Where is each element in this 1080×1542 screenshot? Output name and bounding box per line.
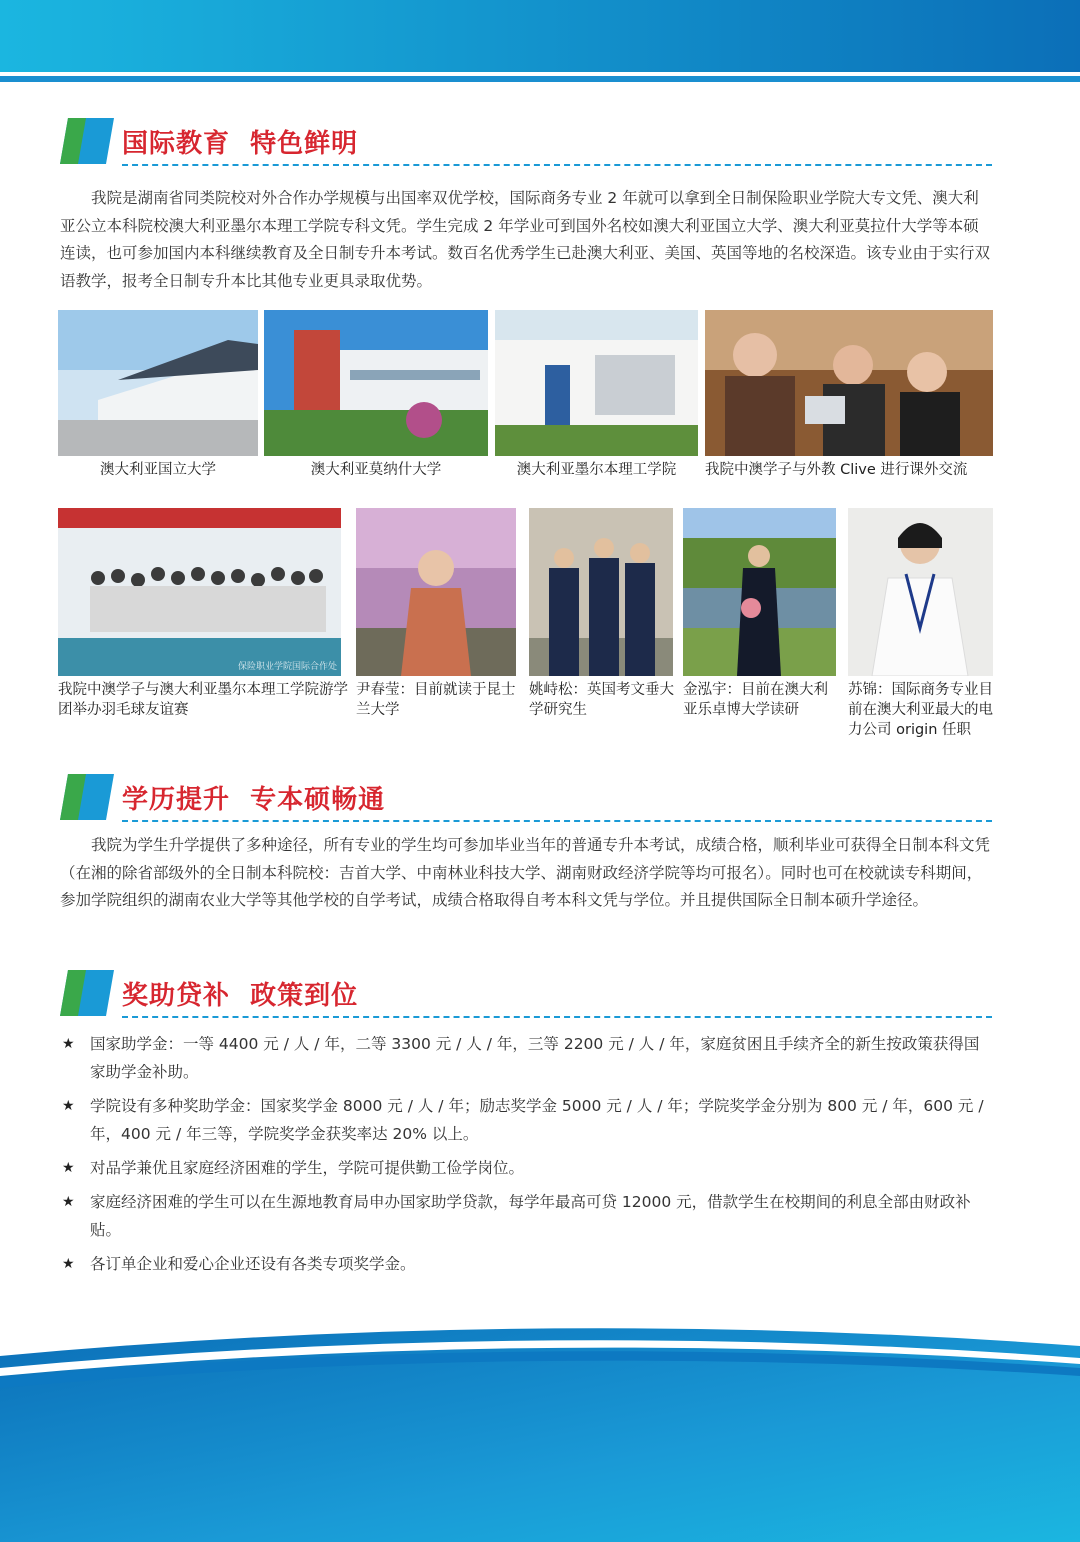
yao-zhisong-photo [529,508,673,676]
section-header-financial-aid [60,970,992,1018]
photo-caption: 金泓宇：目前在澳大利亚乐卓博大学读研 [683,682,828,718]
star-bullet-icon: ★ [62,1036,75,1052]
dashed-divider [122,820,992,822]
section-header-international [60,118,992,166]
monash-photo [264,310,488,456]
dashed-divider [122,164,992,166]
star-bullet-icon: ★ [62,1098,75,1114]
photo-caption: 澳大利亚国立大学 [100,462,216,478]
dashed-divider [122,1016,992,1018]
badminton-group-photo [58,508,341,676]
list-item-text: 学院设有多种奖助学金：国家奖学金 8000 元 / 人 / 年；励志奖学金 5000 元 / 人 / 年；学院奖学金分别为 800 元 / 年，600 元 / 年，400 元 / 年三等，学院奖学金获奖率达 20% 以上。 [90,1097,984,1143]
list-item-text: 家庭经济困难的学生可以在生源地教育局申办国家助学贷款，每学年最高可贷 12000 元，借款学生在校期间的利息全部由财政补贴。 [90,1193,971,1239]
star-bullet-icon: ★ [62,1194,75,1210]
section-marker-icon [60,118,114,164]
star-bullet-icon: ★ [62,1256,75,1272]
section-marker-icon [60,970,114,1016]
photo-caption: 澳大利亚墨尔本理工学院 [516,462,677,478]
rmit-photo [495,310,698,456]
list-item [60,1154,994,1182]
section-marker-icon [60,774,114,820]
photo-caption: 我院中澳学子与外教 Clive 进行课外交流 [705,462,968,478]
section-title: 国际教育 特色鲜明 [122,129,359,159]
bottom-footer-band [0,1316,1080,1542]
jin-hongyu-photo [683,508,836,676]
list-item-text: 国家助学金：一等 4400 元 / 人 / 年，二等 3300 元 / 人 / 年，三等 2200 元 / 人 / 年，家庭贫困且手续齐全的新生按政策获得国家助学金补助。 [90,1035,980,1081]
intro-paragraph: 我院是湖南省同类院校对外合作办学规模与出国率双优学校，国际商务专业 2 年就可以拿到全日制保险职业学院大专文凭、澳大利亚公立本科院校澳大利亚墨尔本理工学院专科文凭。学生完成 2 年学业可到国外名校如澳大利亚国立大学、澳大利亚莫拉什大学等本硕连读，也可参加国内本科继续教育及全日制专升本考试。数百名优秀学生已赴澳大利亚、美国、英国等地的名校深造。该专业由于实行双语教学，报考全日制专升本比其他专业更具录取优势。 [60,189,991,290]
photo-watermark: 保险职业学院国际合作处 [237,662,337,672]
photo-caption: 尹春莹：目前就读于昆士兰大学 [356,682,516,718]
top-header-band [0,0,1080,88]
financial-aid-list [60,1030,994,1284]
list-item-text: 各订单企业和爱心企业还设有各类专项奖学金。 [90,1255,416,1273]
star-bullet-icon: ★ [62,1160,75,1176]
anu-photo [58,310,258,456]
photo-caption: 澳大利亚莫纳什大学 [310,462,442,478]
su-jin-photo [848,508,993,676]
list-item [60,1250,994,1278]
degree-paragraph: 我院为学生升学提供了多种途径，所有专业的学生均可参加毕业当年的普通专升本考试，成绩合格，顺利毕业可获得全日制本科文凭（在湘的除省部级外的全日制本科院校：吉首大学、中南林业科技大学、湖南财政经济学院等均可报名）。同时也可在校就读专科期间，参加学院组织的湖南农业大学等其他学校的自学考试，成绩合格取得自考本科文凭与学位。并且提供国际全日制本硕升学途径。 [60,836,991,909]
clive-exchange-photo [705,310,993,456]
section-header-degree-upgrade [60,774,992,822]
section-title: 学历提升 专本硕畅通 [122,785,386,815]
yin-chunying-photo [356,508,516,676]
photo-caption: 我院中澳学子与澳大利亚墨尔本理工学院游学团举办羽毛球友谊赛 [58,682,348,718]
photo-caption: 苏锦：国际商务专业目前在澳大利亚最大的电力公司 origin 任职 [848,682,993,738]
list-item-text: 对品学兼优且家庭经济困难的学生，学院可提供勤工俭学岗位。 [90,1159,525,1177]
list-item [60,1188,994,1244]
list-item [60,1092,994,1148]
list-item [60,1030,994,1086]
photo-caption: 姚峙松：英国考文垂大学研究生 [529,682,674,718]
section-title: 奖助贷补 政策到位 [122,981,359,1011]
